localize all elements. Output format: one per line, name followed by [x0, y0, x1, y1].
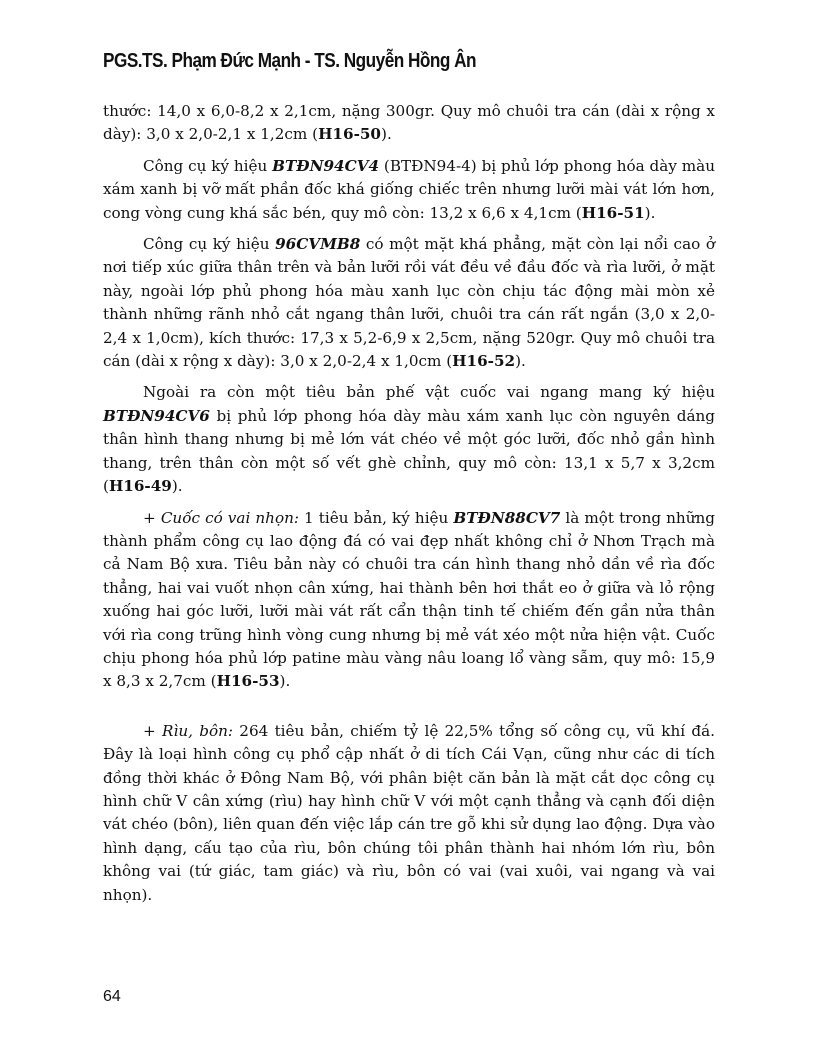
text-run: ).	[279, 672, 291, 691]
body-text	[103, 100, 715, 907]
text-run: Công cụ ký hiệu	[143, 235, 276, 254]
page-number: 64	[103, 988, 121, 1005]
paragraph-btdn94cv6	[103, 381, 715, 498]
text-run: có một mặt khá phẳng, mặt còn lại nổi cao ở nơi tiếp xúc giữa thân trên và bản lưỡi rồi vát đều về đầu đốc và rìa lưỡi, ở mặt này, ngoài lớp phủ phong hóa màu xanh lục còn chịu tác động mài mòn xẻ thành những rãnh nhỏ cắt ngang thân lưỡi, chuôi tra cán rất ngắn (3,0 x 2,0-2,4 x 1,0cm), kích thước: 17,3 x 5,2-6,9 x 2,5cm, nặng 520gr. Quy mô chuôi tra cán (dài x rộng x dày): 3,0 x 2,0-2,4 x 1,0cm (	[103, 235, 715, 371]
text-run: ).	[171, 477, 183, 496]
text-run: Công cụ ký hiệu	[143, 156, 273, 175]
figure-ref: H16-50	[318, 125, 382, 144]
text-run: ).	[381, 125, 392, 144]
text-run: bị phủ lớp phong hóa dày màu xám xanh lục còn nguyên dáng thân hình thang nhưng bị mẻ lớn vát chéo về một góc lưỡi, đốc nhỏ gần hình thang, trên thân còn một số vết ghè chỉnh, quy mô còn: 13,1 x 5,7 x 3,2cm (	[103, 406, 715, 496]
paragraph-riu-bon	[103, 720, 715, 907]
text-run: thước: 14,0 x 6,0-8,2 x 2,1cm, nặng 300gr. Quy mô chuôi tra cán (dài x rộng x dày): 3,0 x 2,0-2,1 x 1,2cm (	[103, 102, 715, 144]
specimen-code: BTĐN94CV4	[272, 156, 380, 175]
text-run: là một trong những thành phẩm công cụ lao động đá có vai đẹp nhất không chỉ ở Nhơn Trạch mà cả Nam Bộ xưa. Tiêu bản này có chuôi tra cán hình thang nhỏ dần về rìa đốc thẳng, hai vai vuốt nhọn cân xứng, hai thành bên hơi thắt eo ở giữa và lỏ rộng xuống hai góc lưỡi, lưỡi mài vát rất cẩn thận tinh tế chiếm đến gần nửa thân với rìa cong trũng hình vòng cung nhưng bị mẻ vát xéo một nửa hiện vật. Cuốc chịu phong hóa phủ lớp patine màu vàng nâu loang lổ vàng sẫm, quy mô: 15,9 x 8,3 x 2,7cm (	[103, 508, 715, 691]
paragraph-continued	[103, 100, 715, 147]
text-run: Ngoài ra còn một tiêu bản phế vật cuốc vai ngang mang ký hiệu	[143, 383, 715, 402]
paragraph-96cvmb8	[103, 233, 715, 373]
figure-ref: H16-51	[581, 203, 645, 222]
specimen-code: BTĐN88CV7	[453, 508, 561, 527]
text-run: 264 tiêu bản, chiếm tỷ lệ 22,5% tổng số công cụ, vũ khí đá. Đây là loại hình công cụ phổ cập nhất ở di tích Cái Vạn, cũng như các di tích đồng thời khác ở Đông Nam Bộ, với phân biệt căn bản là mặt cắt dọc công cụ hình chữ V cân xứng (rìu) hay hình chữ V với một cạnh thẳng và cạnh đối diện vát chéo (bôn), liên quan đến việc lắp cán tre gỗ khi sử dụng lao động. Dựa vào hình dạng, cấu tạo của rìu, bôn chúng tôi phân thành hai nhóm lớn rìu, bôn không vai (tứ giác, tam giác) và rìu, bôn có vai (vai xuôi, vai ngang và vai nhọn).	[103, 721, 715, 904]
text-run: 1 tiêu bản, ký hiệu	[298, 508, 454, 527]
text-run: +	[143, 508, 161, 527]
paragraph-btdn94cv4	[103, 155, 715, 225]
text-run: (BTĐN94-4) bị phủ lớp phong hóa dày màu xám xanh bị vỡ mất phần đốc khá giống chiếc trên nhưng lưỡi mài vát lớn hơn, cong vòng cung khá sắc bén, quy mô còn: 13,2 x 6,6 x 4,1cm (	[103, 156, 715, 222]
section-term: Rìu, bôn:	[162, 721, 233, 740]
text-run: ).	[644, 203, 656, 222]
specimen-code: 96CVMB8	[275, 235, 361, 254]
running-header: PGS.TS. Phạm Đức Mạnh - TS. Nguyễn Hồng Ân	[103, 50, 477, 72]
paragraph-cuoc-vai-nhon	[103, 507, 715, 694]
figure-ref: H16-53	[216, 672, 280, 691]
section-term: Cuốc có vai nhọn:	[160, 508, 299, 527]
text-run: ).	[515, 352, 526, 371]
figure-ref: H16-49	[108, 477, 172, 496]
text-run: +	[143, 721, 163, 740]
figure-ref: H16-52	[452, 352, 516, 371]
specimen-code: BTĐN94CV6	[103, 406, 210, 425]
